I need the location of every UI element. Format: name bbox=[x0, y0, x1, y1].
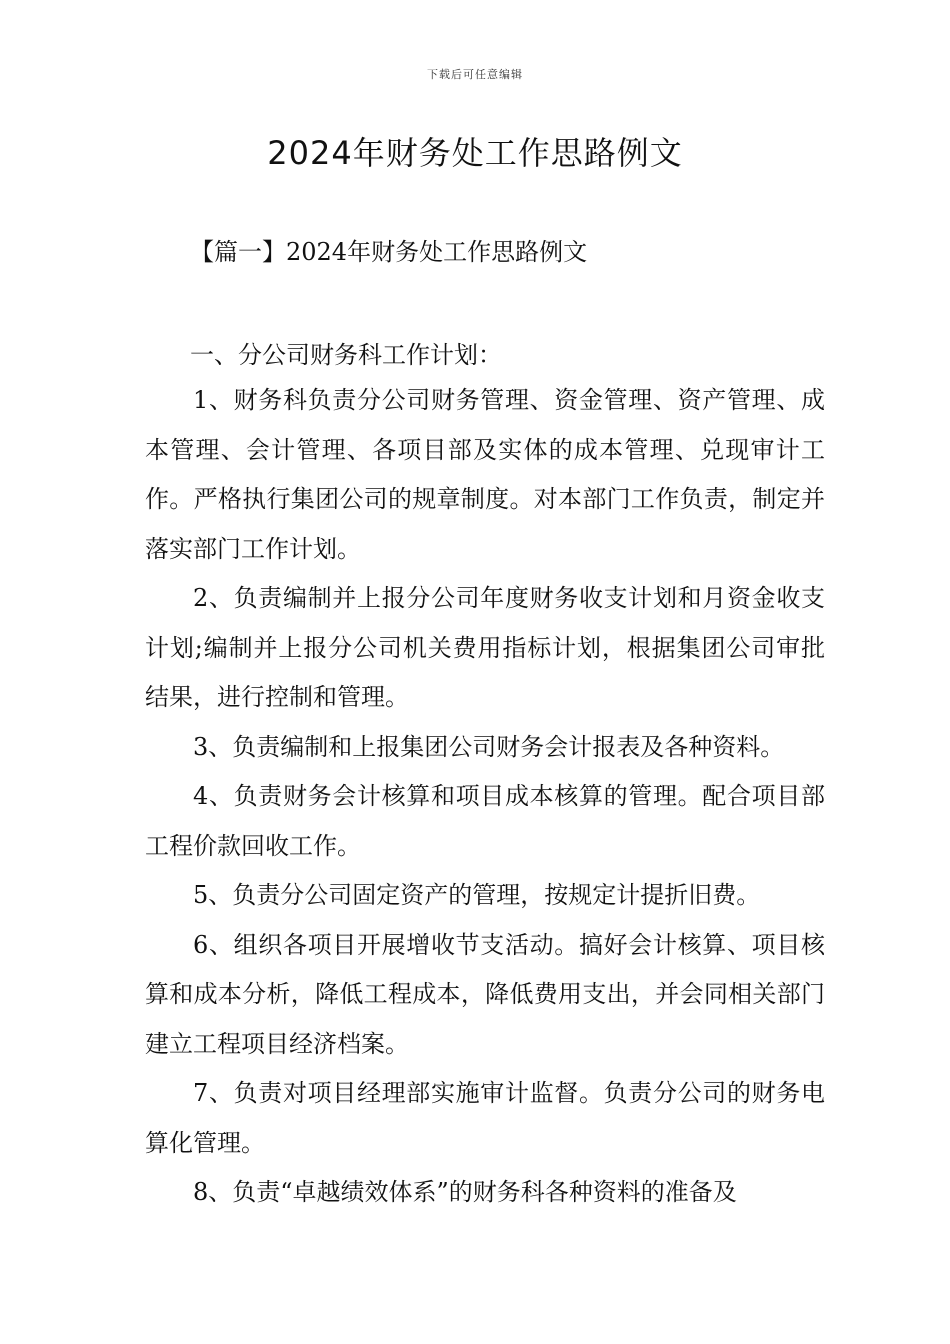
paragraph-item-2: 2、负责编制并上报分公司年度财务收支计划和月资金收支计划;编制并上报分公司机关费用指标计划，根据集团公司审批结果，进行控制和管理。 bbox=[145, 584, 825, 711]
paragraph-item-3: 3、负责编制和上报集团公司财务会计报表及各种资料。 bbox=[193, 732, 785, 761]
paragraph-item-6: 6、组织各项目开展增收节支活动。搞好会计核算、项目核算和成本分析，降低工程成本，降低费用支出，并会同相关部门建立工程项目经济档案。 bbox=[145, 930, 825, 1058]
paragraph-item-4: 4、负责财务会计核算和项目成本核算的管理。配合项目部工程价款回收工作。 bbox=[145, 782, 825, 860]
section-title: 【篇一】2024年财务处工作思路例文 bbox=[190, 238, 588, 266]
paragraph-item-5: 5、负责分公司固定资产的管理，按规定计提折旧费。 bbox=[193, 881, 761, 909]
document-title: 2024年财务处工作思路例文 bbox=[267, 134, 683, 172]
subsection-heading: 一、分公司财务科工作计划： bbox=[190, 341, 502, 369]
paragraph-item-1: 1、财务科负责分公司财务管理、资金管理、资产管理、成本管理、会计管理、各项目部及实体的成本管理、兑现审计工作。严格执行集团公司的规章制度。对本部门工作负责，制定并落实部门工作计划。 bbox=[145, 386, 825, 563]
body-text bbox=[145, 376, 825, 1218]
page-header-note: 下载后可任意编辑 bbox=[427, 68, 523, 81]
paragraph-item-8: 8、负责“卓越绩效体系”的财务科各种资料的准备及 bbox=[193, 1178, 737, 1206]
paragraph-item-7: 7、负责对项目经理部实施审计监督。负责分公司的财务电算化管理。 bbox=[145, 1079, 825, 1157]
